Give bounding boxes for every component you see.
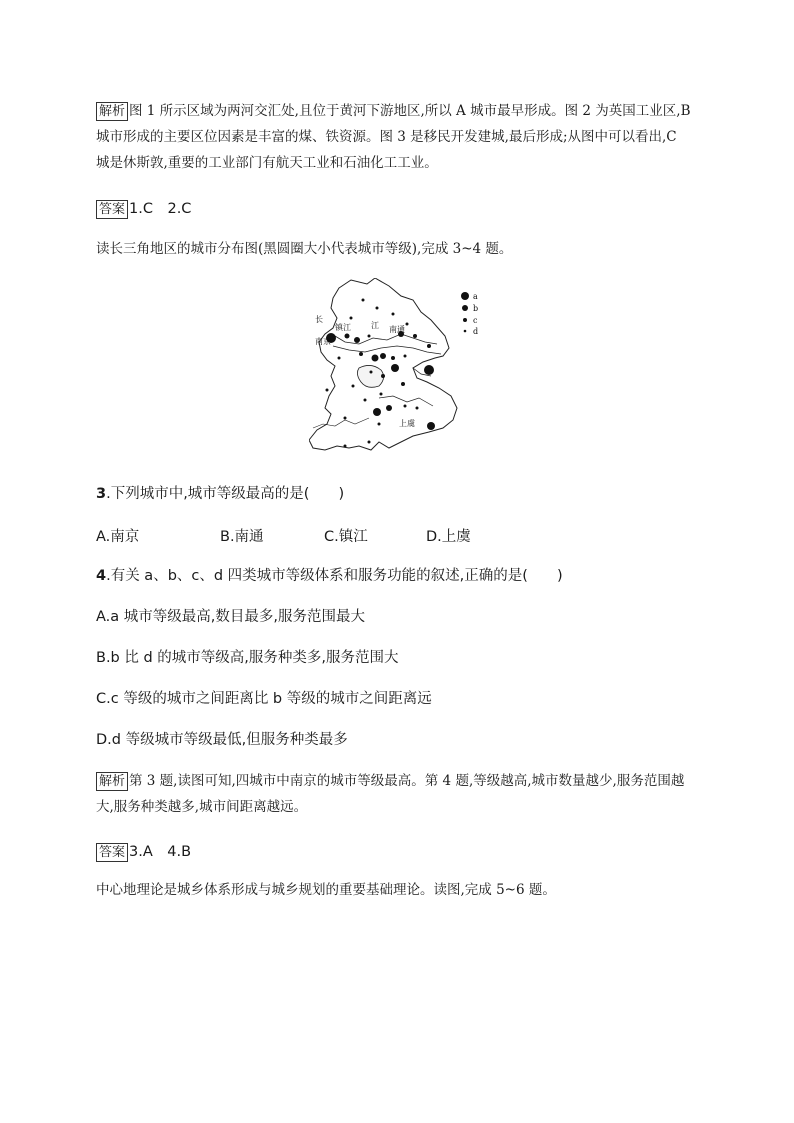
city-dot-b — [372, 355, 379, 362]
legend-dot-a — [461, 292, 469, 300]
intro-question-5-6: 中心地理论是城乡体系形成与城乡规划的重要基础理论。读图,完成 5~6 题。 — [96, 882, 556, 898]
city-dot-d — [326, 389, 329, 392]
explanation-1-line1 — [96, 98, 700, 124]
explanation-1-line2: 城市形成的主要区位因素是丰富的煤、铁资源。图 3 是移民开发建城,最后形成;从图中可以看出,C — [96, 129, 677, 145]
city-dot-a — [373, 408, 381, 416]
legend-label-d: d — [473, 327, 479, 336]
city-dot-d — [344, 445, 347, 448]
q4-option-d[interactable]: D.d 等级城市等级最低,但服务种类最多 — [96, 732, 348, 748]
city-dot-d — [368, 335, 371, 338]
city-dot-d — [406, 323, 409, 326]
q4-option-b[interactable]: B.b 比 d 的城市等级高,服务种类多,服务范围大 — [96, 650, 399, 666]
city-dot-a — [427, 422, 435, 430]
city-dot-c — [359, 352, 363, 356]
city-dot-d — [404, 405, 407, 408]
yangtze-delta-city-map — [309, 278, 493, 458]
map-label-shangyu: 上虞 — [399, 419, 415, 428]
explanation-2-line2: 大,服务种类越多,城市间距离越远。 — [96, 799, 308, 815]
city-dot-d — [338, 357, 341, 360]
city-dot-d — [416, 407, 419, 410]
map-label-zhenjiang: 镇江 — [335, 323, 351, 332]
city-dot-c — [391, 356, 395, 360]
city-dot-c — [413, 334, 417, 338]
map-label-nantong: 南通 — [389, 325, 405, 334]
city-dot-b — [386, 405, 392, 411]
city-dot-b — [354, 337, 360, 343]
city-dot-d — [350, 317, 353, 320]
city-dot-d — [344, 417, 347, 420]
city-dot-a — [424, 365, 434, 375]
map-svg — [309, 278, 493, 458]
explanation-tag: 解析 — [96, 772, 128, 791]
city-dot-d — [364, 399, 367, 402]
legend-dot-b — [462, 305, 468, 311]
city-dot-c — [427, 344, 431, 348]
answer-2 — [96, 839, 700, 865]
legend-label-b: b — [473, 304, 479, 313]
answer-1 — [96, 196, 700, 222]
city-dot-c — [381, 374, 385, 378]
city-dot-d — [362, 299, 365, 302]
explanation-2-line1 — [96, 768, 700, 794]
question-4-number: 4 — [96, 568, 107, 584]
answer-1-text: 1.C 2.C — [129, 201, 192, 217]
q4-option-a[interactable]: A.a 城市等级最高,数目最多,服务范围最大 — [96, 609, 365, 625]
city-dot-d — [368, 441, 371, 444]
question-3 — [96, 483, 700, 505]
answer-2-text: 3.A 4.B — [129, 844, 192, 860]
city-dot-d — [380, 393, 383, 396]
q4-option-c[interactable]: C.c 等级的城市之间距离比 b 等级的城市之间距离远 — [96, 691, 432, 707]
map-legend — [461, 292, 478, 336]
question-4 — [96, 565, 700, 587]
city-dot-d — [376, 307, 379, 310]
q3-option-c[interactable]: C.镇江 — [324, 529, 368, 545]
city-dot-c — [345, 334, 350, 339]
q3-option-b[interactable]: B.南通 — [220, 529, 264, 545]
question-3-options — [96, 525, 700, 545]
answer-tag: 答案 — [96, 843, 128, 862]
question-4-text: .有关 a、b、c、d 四类城市等级体系和服务功能的叙述,正确的是( ) — [106, 568, 563, 584]
explanation-tag: 解析 — [96, 102, 128, 121]
explanation-1 — [96, 98, 700, 176]
legend-dot-c — [463, 318, 467, 322]
explanation-2-text1: 第 3 题,读图可知,四城市中南京的城市等级最高。第 4 题,等级越高,城市数量越少,服务范围越 — [129, 773, 685, 789]
map-label-nanjing: 南京 — [315, 337, 331, 346]
answer-tag: 答案 — [96, 200, 128, 219]
city-dot-a — [391, 364, 399, 372]
city-dot-b — [380, 353, 386, 359]
city-dot-d — [378, 423, 381, 426]
q3-option-d[interactable]: D.上虞 — [426, 529, 471, 545]
city-dot-d — [370, 371, 373, 374]
city-dot-d — [404, 355, 407, 358]
legend-label-a: a — [473, 292, 478, 301]
legend-label-c: c — [473, 316, 478, 325]
land-outline — [309, 278, 457, 450]
map-label-jiang: 江 — [371, 321, 379, 330]
city-dot-c — [401, 382, 405, 386]
explanation-1-text1: 图 1 所示区域为两河交汇处,且位于黄河下游地区,所以 A 城市最早形成。图 2 为英国工业区,B — [129, 103, 691, 119]
explanation-1-line3: 城是休斯敦,重要的工业部门有航天工业和石油化工工业。 — [96, 155, 438, 171]
question-3-number: 3 — [96, 486, 107, 502]
question-3-text: .下列城市中,城市等级最高的是( ) — [106, 486, 345, 502]
city-dot-d — [392, 313, 395, 316]
legend-dot-d — [464, 330, 467, 333]
q3-option-a[interactable]: A.南京 — [96, 529, 140, 545]
intro-question-3-4: 读长三角地区的城市分布图(黑圆圈大小代表城市等级),完成 3~4 题。 — [96, 241, 513, 257]
map-label-top-left: 长 — [315, 315, 323, 324]
city-dot-d — [352, 385, 355, 388]
explanation-2 — [96, 768, 700, 820]
